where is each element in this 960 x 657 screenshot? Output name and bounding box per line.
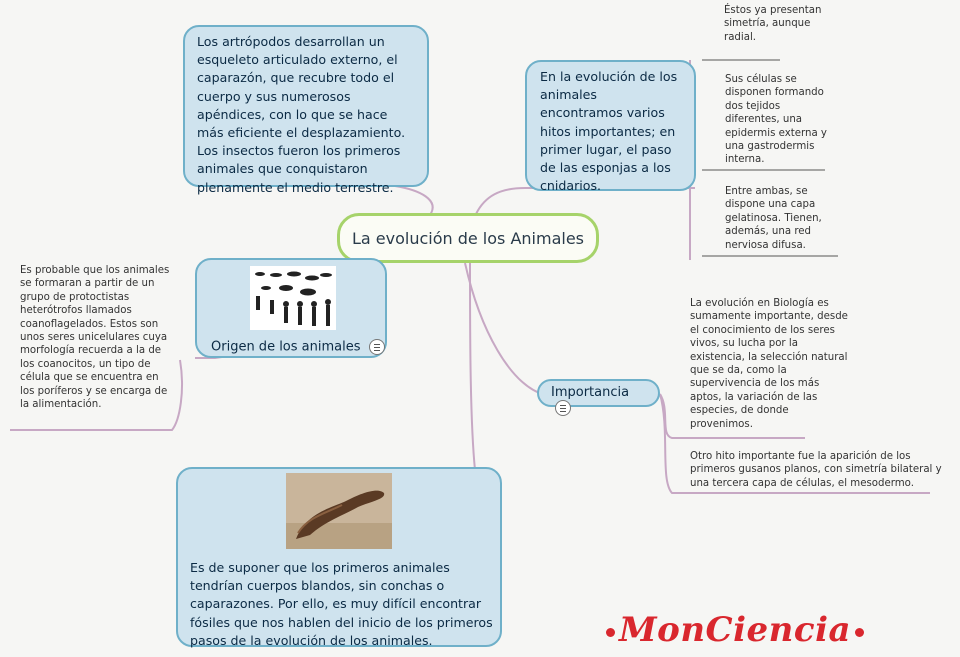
hitos-note-2: Sus células se disponen formando dos tejidos diferentes, una epidermis externa y una gastrodermis interna. [725,74,827,166]
hitos-note-1: Éstos ya presentan simetría, aunque radial. [724,5,822,43]
blandos-topic[interactable] [176,467,502,647]
artropodos-topic[interactable] [183,25,429,195]
origen-note: Es probable que los animales se formaran a partir de un grupo de protoctistas heterótrofos llamados coanoflagelados. Estos son unos seres unicelulares cuya morfología recuerda a la de los coanocitos, un tipo de célula que se encuentra en los poríferos y se encarga de la alimentación. [20,265,170,411]
menu-icon[interactable] [555,400,571,416]
central-topic-label: La evolución de los Animales [351,228,585,248]
blandos-text: Es de suponer que los primeros animales tendrían cuerpos blandos, sin conchas o caparazones. Por ello, es muy difícil encontrar fósiles que nos hablen del inicio de los primeros pasos de la evolución de los animales. [190,560,493,648]
worm-image [286,473,392,549]
hitos-text: En la evolución de los animales encontramos varios hitos importantes; en primer lugar, el paso de las esponjas a los cnidarios. [540,69,678,194]
monciencia-logo: MonCiencia [602,610,868,650]
artropodos-text: Los artrópodos desarrollan un esqueleto articulado externo, el caparazón, que recubre todo el cuerpo y sus numerosos apéndices, con lo que se hace más eficiente el desplazamiento. Los insectos fueron los primeros animales que conquistaron plenamente el medio terrestre. [197,34,406,195]
importancia-note-1: La evolución en Biología es sumamente importante, desde el conocimiento de los seres vivos, su lucha por la existencia, la selección natural que se da, como la supervivencia de los más aptos, la variación de las especies, de donde provenimos. [690,298,848,430]
hitos-topic[interactable] [525,60,696,194]
logo-dot-right [855,628,864,637]
origen-label: Origen de los animales [211,339,361,355]
evolution-image [250,266,336,330]
origen-topic[interactable] [195,258,387,358]
importancia-label: Importancia [551,385,630,400]
logo-dot-left [606,628,615,637]
importancia-note-2: Otro hito importante fue la aparición de los primeros gusanos planos, con simetría bilateral y una tercera capa de células, el mesodermo. [690,451,942,489]
central-topic[interactable] [337,213,599,263]
hitos-note-3: Entre ambas, se dispone una capa gelatinosa. Tienen, además, una red nerviosa difusa. [725,186,822,251]
menu-icon[interactable] [369,339,385,355]
origen-label-row [211,339,385,355]
importancia-topic[interactable] [537,379,660,407]
